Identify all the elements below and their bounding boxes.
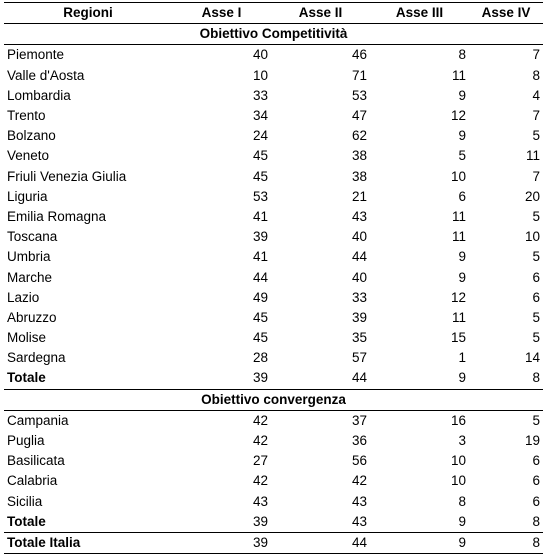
section-title: Obiettivo convergenza bbox=[4, 389, 543, 410]
value-cell: 1 bbox=[458, 350, 466, 366]
value-cell: 6 bbox=[532, 493, 540, 509]
value-cell: 9 bbox=[370, 368, 469, 389]
total-row bbox=[4, 512, 543, 533]
value-cell: 41 bbox=[252, 208, 268, 224]
value-cell: 19 bbox=[524, 433, 540, 449]
region-cell: Abruzzo bbox=[7, 309, 57, 325]
value-cell: 5 bbox=[458, 148, 466, 164]
value-cell: 5 bbox=[532, 330, 540, 346]
region-cell: Sicilia bbox=[7, 493, 43, 509]
region-cell: Emilia Romagna bbox=[7, 208, 107, 224]
value-cell: 42 bbox=[252, 412, 268, 428]
value-cell: 10 bbox=[524, 229, 540, 245]
value-cell: 16 bbox=[450, 412, 466, 428]
value-cell: 40 bbox=[252, 47, 268, 63]
region-cell: Trento bbox=[7, 108, 46, 124]
value-cell: 34 bbox=[252, 108, 268, 124]
region-cell: Calabria bbox=[7, 473, 58, 489]
value-cell: 14 bbox=[524, 350, 540, 366]
table-row bbox=[4, 146, 543, 166]
table-row bbox=[4, 207, 543, 227]
value-cell: 11 bbox=[451, 67, 466, 83]
section-title: Obiettivo Competitività bbox=[4, 24, 543, 45]
section-header-row bbox=[4, 389, 543, 410]
value-cell: 8 bbox=[458, 493, 466, 509]
region-cell: Piemonte bbox=[7, 47, 65, 63]
table-row bbox=[4, 106, 543, 126]
region-cell: Molise bbox=[7, 330, 47, 346]
value-cell: 9 bbox=[458, 128, 466, 144]
value-cell: 41 bbox=[252, 249, 268, 265]
value-cell: 35 bbox=[351, 330, 367, 346]
region-cell: Totale Italia bbox=[4, 532, 172, 553]
value-cell: 47 bbox=[351, 108, 367, 124]
value-cell: 39 bbox=[172, 512, 271, 533]
value-cell: 5 bbox=[532, 128, 540, 144]
value-cell: 42 bbox=[252, 473, 268, 489]
table-row bbox=[4, 492, 543, 512]
value-cell: 37 bbox=[351, 412, 367, 428]
header-asse-i: Asse I bbox=[172, 3, 271, 24]
value-cell: 53 bbox=[252, 188, 268, 204]
region-cell: Lombardia bbox=[7, 87, 71, 103]
value-cell: 39 bbox=[172, 368, 271, 389]
region-cell: Toscana bbox=[7, 229, 58, 245]
value-cell: 9 bbox=[458, 249, 466, 265]
value-cell: 7 bbox=[532, 168, 540, 184]
value-cell: 8 bbox=[469, 368, 543, 389]
value-cell: 5 bbox=[532, 412, 540, 428]
header-asse-iii: Asse III bbox=[370, 3, 469, 24]
value-cell: 8 bbox=[458, 47, 466, 63]
value-cell: 43 bbox=[351, 208, 367, 224]
value-cell: 6 bbox=[532, 269, 540, 285]
value-cell: 43 bbox=[351, 493, 367, 509]
table-row bbox=[4, 227, 543, 247]
table-row bbox=[4, 431, 543, 451]
table-row bbox=[4, 451, 543, 471]
value-cell: 11 bbox=[451, 208, 466, 224]
value-cell: 45 bbox=[252, 330, 268, 346]
region-cell: Liguria bbox=[7, 188, 48, 204]
value-cell: 44 bbox=[351, 249, 367, 265]
section-header-row bbox=[4, 24, 543, 45]
header-asse-iv: Asse IV bbox=[469, 3, 543, 24]
value-cell: 11 bbox=[525, 148, 540, 164]
value-cell: 42 bbox=[252, 433, 268, 449]
value-cell: 5 bbox=[532, 309, 540, 325]
value-cell: 71 bbox=[351, 67, 367, 83]
header-regioni: Regioni bbox=[4, 3, 172, 24]
value-cell: 8 bbox=[469, 532, 543, 553]
region-cell: Sardegna bbox=[7, 350, 66, 366]
header-row bbox=[4, 3, 543, 24]
value-cell: 10 bbox=[450, 453, 466, 469]
region-cell: Bolzano bbox=[7, 128, 56, 144]
value-cell: 49 bbox=[252, 289, 268, 305]
value-cell: 43 bbox=[271, 512, 370, 533]
value-cell: 10 bbox=[450, 473, 466, 489]
value-cell: 38 bbox=[351, 168, 367, 184]
table-row bbox=[4, 247, 543, 267]
region-cell: Veneto bbox=[7, 148, 50, 164]
value-cell: 10 bbox=[450, 168, 466, 184]
table-row bbox=[4, 45, 543, 66]
value-cell: 24 bbox=[252, 128, 268, 144]
table-row bbox=[4, 308, 543, 328]
value-cell: 9 bbox=[458, 269, 466, 285]
value-cell: 39 bbox=[172, 532, 271, 553]
region-cell: Campania bbox=[7, 412, 69, 428]
region-cell: Marche bbox=[7, 269, 53, 285]
value-cell: 11 bbox=[451, 309, 466, 325]
value-cell: 45 bbox=[252, 309, 268, 325]
value-cell: 44 bbox=[271, 368, 370, 389]
value-cell: 62 bbox=[351, 128, 367, 144]
value-cell: 40 bbox=[351, 229, 367, 245]
value-cell: 7 bbox=[532, 108, 540, 124]
value-cell: 21 bbox=[351, 188, 367, 204]
table-row bbox=[4, 348, 543, 368]
value-cell: 8 bbox=[469, 512, 543, 533]
value-cell: 9 bbox=[370, 512, 469, 533]
value-cell: 43 bbox=[252, 493, 268, 509]
value-cell: 40 bbox=[351, 269, 367, 285]
table-row bbox=[4, 267, 543, 287]
value-cell: 44 bbox=[252, 269, 268, 285]
value-cell: 45 bbox=[252, 148, 268, 164]
region-cell: Totale bbox=[4, 368, 172, 389]
value-cell: 9 bbox=[458, 87, 466, 103]
value-cell: 12 bbox=[450, 108, 466, 124]
value-cell: 46 bbox=[351, 47, 367, 63]
value-cell: 6 bbox=[532, 453, 540, 469]
header-asse-ii: Asse II bbox=[271, 3, 370, 24]
table-row bbox=[4, 167, 543, 187]
value-cell: 4 bbox=[532, 87, 540, 103]
region-cell: Totale bbox=[4, 512, 172, 533]
value-cell: 5 bbox=[532, 249, 540, 265]
value-cell: 20 bbox=[524, 188, 540, 204]
value-cell: 15 bbox=[450, 330, 466, 346]
value-cell: 38 bbox=[351, 148, 367, 164]
value-cell: 45 bbox=[252, 168, 268, 184]
value-cell: 11 bbox=[451, 229, 466, 245]
value-cell: 56 bbox=[351, 453, 367, 469]
table-row bbox=[4, 471, 543, 491]
value-cell: 44 bbox=[271, 532, 370, 553]
value-cell: 53 bbox=[351, 87, 367, 103]
region-cell: Valle d'Aosta bbox=[7, 67, 85, 83]
table-row bbox=[4, 187, 543, 207]
grand-total-row bbox=[4, 532, 543, 553]
value-cell: 36 bbox=[351, 433, 367, 449]
table-row bbox=[4, 126, 543, 146]
value-cell: 6 bbox=[532, 473, 540, 489]
value-cell: 33 bbox=[252, 87, 268, 103]
total-row bbox=[4, 368, 543, 389]
table-row bbox=[4, 410, 543, 431]
asse-distribution-table bbox=[4, 2, 543, 554]
value-cell: 10 bbox=[252, 67, 268, 83]
region-cell: Friuli Venezia Giulia bbox=[7, 168, 127, 184]
value-cell: 8 bbox=[532, 67, 540, 83]
table-body bbox=[4, 24, 543, 554]
value-cell: 6 bbox=[532, 289, 540, 305]
table-row bbox=[4, 288, 543, 308]
value-cell: 39 bbox=[351, 309, 367, 325]
value-cell: 57 bbox=[351, 350, 367, 366]
value-cell: 3 bbox=[458, 433, 466, 449]
table-row bbox=[4, 66, 543, 86]
region-cell: Umbria bbox=[7, 249, 51, 265]
region-cell: Puglia bbox=[7, 433, 45, 449]
value-cell: 39 bbox=[252, 229, 268, 245]
value-cell: 6 bbox=[458, 188, 466, 204]
value-cell: 7 bbox=[532, 47, 540, 63]
table-row bbox=[4, 86, 543, 106]
region-cell: Lazio bbox=[7, 289, 40, 305]
value-cell: 33 bbox=[351, 289, 367, 305]
region-cell: Basilicata bbox=[7, 453, 65, 469]
value-cell: 9 bbox=[370, 532, 469, 553]
value-cell: 5 bbox=[532, 208, 540, 224]
value-cell: 12 bbox=[450, 289, 466, 305]
value-cell: 27 bbox=[252, 453, 268, 469]
table-row bbox=[4, 328, 543, 348]
value-cell: 28 bbox=[252, 350, 268, 366]
value-cell: 42 bbox=[351, 473, 367, 489]
